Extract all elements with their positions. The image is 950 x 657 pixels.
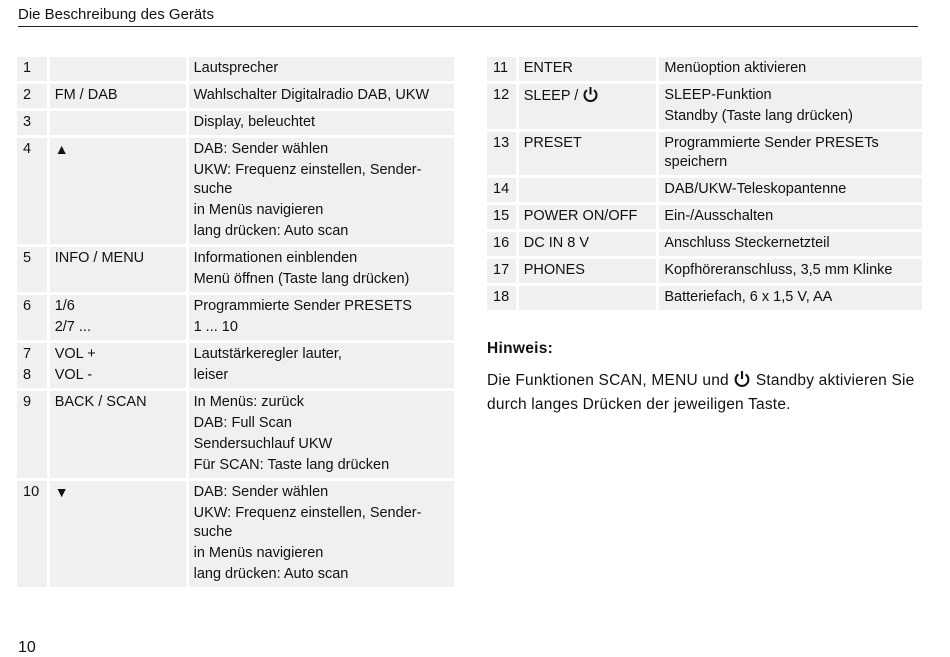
controls-table-right (484, 54, 925, 313)
row-number: 16 (487, 232, 516, 256)
table-row (487, 259, 922, 283)
row-description: Programmierte Sender PRESETS 1 ... 10 (189, 295, 454, 340)
page-header (18, 6, 918, 27)
table-row (17, 57, 454, 81)
row-key (50, 111, 186, 135)
table-row (487, 57, 922, 81)
row-number: 3 (17, 111, 47, 135)
row-number: 5 (17, 247, 47, 292)
row-description: Wahlschalter Digitalradio DAB, UKW (189, 84, 454, 108)
table-row (487, 84, 922, 129)
row-description: Lautstärkeregler lauter, leiser (189, 343, 454, 388)
row-key: ENTER (519, 57, 657, 81)
row-description: Batteriefach, 6 x 1,5 V, AA (659, 286, 922, 310)
row-number: 9 (17, 391, 47, 478)
table-row (17, 343, 454, 388)
row-key: DC IN 8 V (519, 232, 657, 256)
table-row (17, 138, 454, 244)
table-row (487, 178, 922, 202)
row-number: 12 (487, 84, 516, 129)
row-key: SLEEP / (519, 84, 657, 129)
table-row (17, 111, 454, 135)
row-key (50, 481, 186, 587)
page-header-title: Die Beschreibung des Geräts (18, 6, 214, 23)
row-key: PHONES (519, 259, 657, 283)
row-key (50, 57, 186, 81)
row-description: SLEEP-Funktion Standby (Taste lang drücken) (659, 84, 922, 129)
row-key: BACK / SCAN (50, 391, 186, 478)
note-text: Die Funktionen SCAN, MENU und Standby aktivieren Sie durch langes Drücken der jeweiligen Taste. (487, 372, 915, 413)
row-key: POWER ON/OFF (519, 205, 657, 229)
row-description: Display, beleuchtet (189, 111, 454, 135)
row-key: 1/6 2/7 ... (50, 295, 186, 340)
row-description: Programmierte Sender PRESETs speichern (659, 132, 922, 175)
row-number: 1 (17, 57, 47, 81)
table-row (17, 481, 454, 587)
table-row (17, 247, 454, 292)
row-description: Informationen einblenden Menü öffnen (Taste lang drücken) (189, 247, 454, 292)
row-number: 18 (487, 286, 516, 310)
row-description: In Menüs: zurück DAB: Full Scan Sendersuchlauf UKW Für SCAN: Taste lang drücken (189, 391, 454, 478)
power-icon (733, 370, 751, 394)
row-number: 14 (487, 178, 516, 202)
row-key (50, 138, 186, 244)
row-key: PRESET (519, 132, 657, 175)
table-row (487, 232, 922, 256)
note-title: Hinweis: (487, 340, 554, 357)
power-icon (582, 86, 599, 109)
row-description: DAB: Sender wählen UKW: Frequenz einstellen, Sender-suche in Menüs navigieren lang drücken: Auto scan (189, 481, 454, 587)
row-number: 13 (487, 132, 516, 175)
row-description: Menüoption aktivieren (659, 57, 922, 81)
row-number: 2 (17, 84, 47, 108)
table-row (487, 286, 922, 310)
row-key: FM / DAB (50, 84, 186, 108)
row-description: Anschluss Steckernetzteil (659, 232, 922, 256)
row-key (519, 178, 657, 202)
row-description: Kopfhöreranschluss, 3,5 mm Klinke (659, 259, 922, 283)
row-number: 6 (17, 295, 47, 340)
table-row (17, 295, 454, 340)
page-number: 10 (18, 639, 36, 656)
row-description: DAB: Sender wählen UKW: Frequenz einstellen, Sender-suche in Menüs navigieren lang drücken: Auto scan (189, 138, 454, 244)
row-number: 17 (487, 259, 516, 283)
row-number: 11 (487, 57, 516, 81)
row-key: VOL + VOL - (50, 343, 186, 388)
row-key: INFO / MENU (50, 247, 186, 292)
row-key (519, 286, 657, 310)
row-number: 15 (487, 205, 516, 229)
row-description: Lautsprecher (189, 57, 454, 81)
table-row (487, 132, 922, 175)
up-triangle-icon: ▲ (54, 141, 69, 157)
row-description: Ein-/Ausschalten (659, 205, 922, 229)
table-row (487, 205, 922, 229)
table-row (17, 84, 454, 108)
row-number: 10 (17, 481, 47, 587)
note-box (487, 340, 927, 415)
row-number: 4 (17, 138, 47, 244)
down-triangle-icon: ▼ (54, 484, 69, 500)
controls-table-left (14, 54, 457, 590)
row-number: 7 8 (17, 343, 47, 388)
table-row (17, 391, 454, 478)
row-description: DAB/UKW-Teleskopantenne (659, 178, 922, 202)
